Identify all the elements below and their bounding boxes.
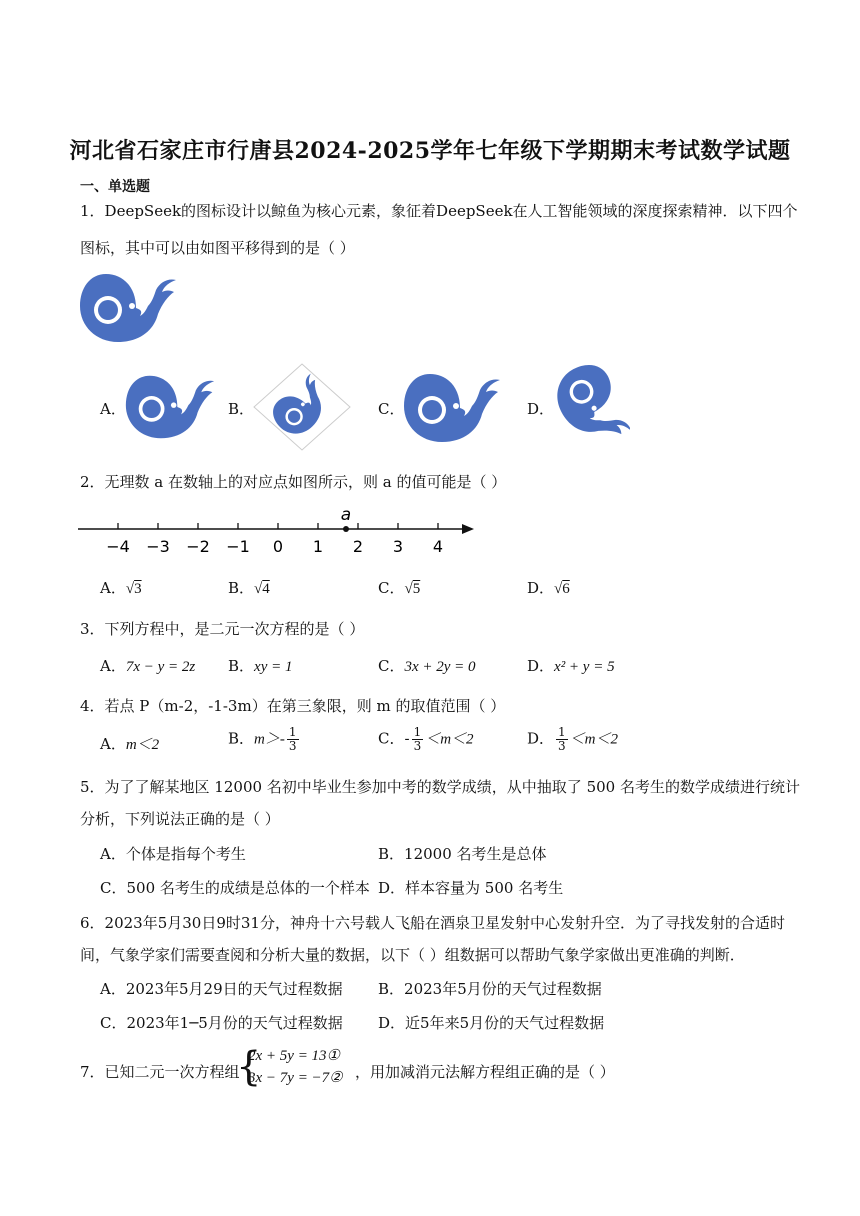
q5-text-line1: 5．为了了解某地区 12000 名初中毕业生参加中考的数学成绩，从中抽取了 500 名考生的数学成绩进行统计 [80,778,800,796]
q2-text: 2．无理数 a 在数轴上的对应点如图所示，则 a 的值可能是（ ） [80,473,507,491]
q7-equation-1: 2x + 5y = 13① [248,1048,341,1064]
point-a-label: a [340,506,352,525]
q4-option-a[interactable]: A．m＜2 [100,735,160,753]
q1-option-a-label[interactable]: A． [100,400,126,418]
fraction-one-third: $\frac{1}{3}$ [413,725,422,753]
whale-icon-option-d-rotated [552,358,630,454]
q6-option-c[interactable]: C．2023年1─5月份的天气过程数据 [100,1014,343,1032]
q4-option-c[interactable]: C．- $\frac{1}{3}$ ＜m＜2 [378,725,474,753]
q7-text-post: ，用加减消元法解方程组正确的是（ ） [355,1063,615,1081]
tick-label: −2 [186,537,210,556]
fraction-one-third: $\frac{1}{3}$ [288,725,297,753]
q1-text-line2: 图标，其中可以由如图平移得到的是（ ） [80,239,355,257]
q5-option-c[interactable]: C．500 名考生的成绩是总体的一个样本 [100,879,370,897]
whale-icon-option-b-rotated [252,362,352,452]
section-heading-single-choice: 一、单选题 [80,179,150,195]
q2-option-c[interactable]: C．√5 [378,579,421,597]
q5-text-line2: 分析，下列说法正确的是（ ） [80,810,280,828]
arrow-right-icon [462,524,474,534]
q2-option-d[interactable]: D．√6 [527,579,570,597]
tick-label: 3 [392,537,404,556]
tick-label: 2 [352,537,364,556]
page-title: 河北省石家庄市行唐县2024-2025学年七年级下学期期末考试数学试题 [69,138,791,164]
whale-icon-option-a [124,372,216,442]
q1-text-line1: 1．DeepSeek的图标设计以鲸鱼为核心元素，象征着DeepSeek在人工智能领域的深度探索精神．以下四个 [80,202,798,220]
tick-label: 1 [312,537,324,556]
point-a [343,526,349,532]
q6-option-a[interactable]: A．2023年5月29日的天气过程数据 [100,980,343,998]
q1-option-c-label[interactable]: C． [378,400,405,418]
q4-option-b[interactable]: B．m＞- $\frac{1}{3}$ [228,725,297,753]
q2-option-b[interactable]: B．√4 [228,579,270,597]
q7-equation-2: 3x − 7y = −7② [248,1070,343,1086]
q3-option-a[interactable]: A．7x − y = 2z [100,657,196,675]
tick-label: −3 [146,537,170,556]
tick-label: 4 [432,537,444,556]
q3-text: 3．下列方程中，是二元一次方程的是（ ） [80,620,365,638]
q4-text: 4．若点 P（m-2，-1-3m）在第三象限，则 m 的取值范围（ ） [80,697,506,715]
deepseek-whale-icon [78,270,178,346]
q5-option-b[interactable]: B．12000 名考生是总体 [378,845,547,863]
q3-option-c[interactable]: C．3x + 2y = 0 [378,657,476,675]
whale-icon-option-c [402,370,502,446]
left-brace-icon: { [236,1044,262,1090]
q5-option-a[interactable]: A．个体是指每个考生 [100,845,246,863]
q7-text-pre: 7．已知二元一次方程组 [80,1063,240,1081]
q2-option-a[interactable]: A．√3 [100,579,142,597]
q3-option-b[interactable]: B．xy = 1 [228,657,293,675]
tick-label: 0 [272,537,284,556]
q6-option-b[interactable]: B．2023年5月份的天气过程数据 [378,980,602,998]
q5-option-d[interactable]: D．样本容量为 500 名考生 [378,879,564,897]
q1-option-d-label[interactable]: D． [527,400,555,418]
tick-label: −4 [106,537,130,556]
q6-option-d[interactable]: D．近5年来5月份的天气过程数据 [378,1014,605,1032]
number-line [76,506,480,558]
tick-label: −1 [226,537,250,556]
q3-option-d[interactable]: D．x² + y = 5 [527,657,615,675]
q6-text-line1: 6．2023年5月30日9时31分，神舟十六号载人飞船在酒泉卫星发射中心发射升空．为了寻找发射的合适时 [80,914,785,932]
q6-text-line2: 间，气象学家们需要查阅和分析大量的数据，以下（ ）组数据可以帮助气象学家做出更准确的判断． [80,946,745,964]
q1-option-b-label[interactable]: B． [228,400,255,418]
fraction-one-third: $\frac{1}{3}$ [558,725,566,753]
q4-option-d[interactable]: D． $\frac{1}{3}$ ＜m＜2 [527,725,619,753]
